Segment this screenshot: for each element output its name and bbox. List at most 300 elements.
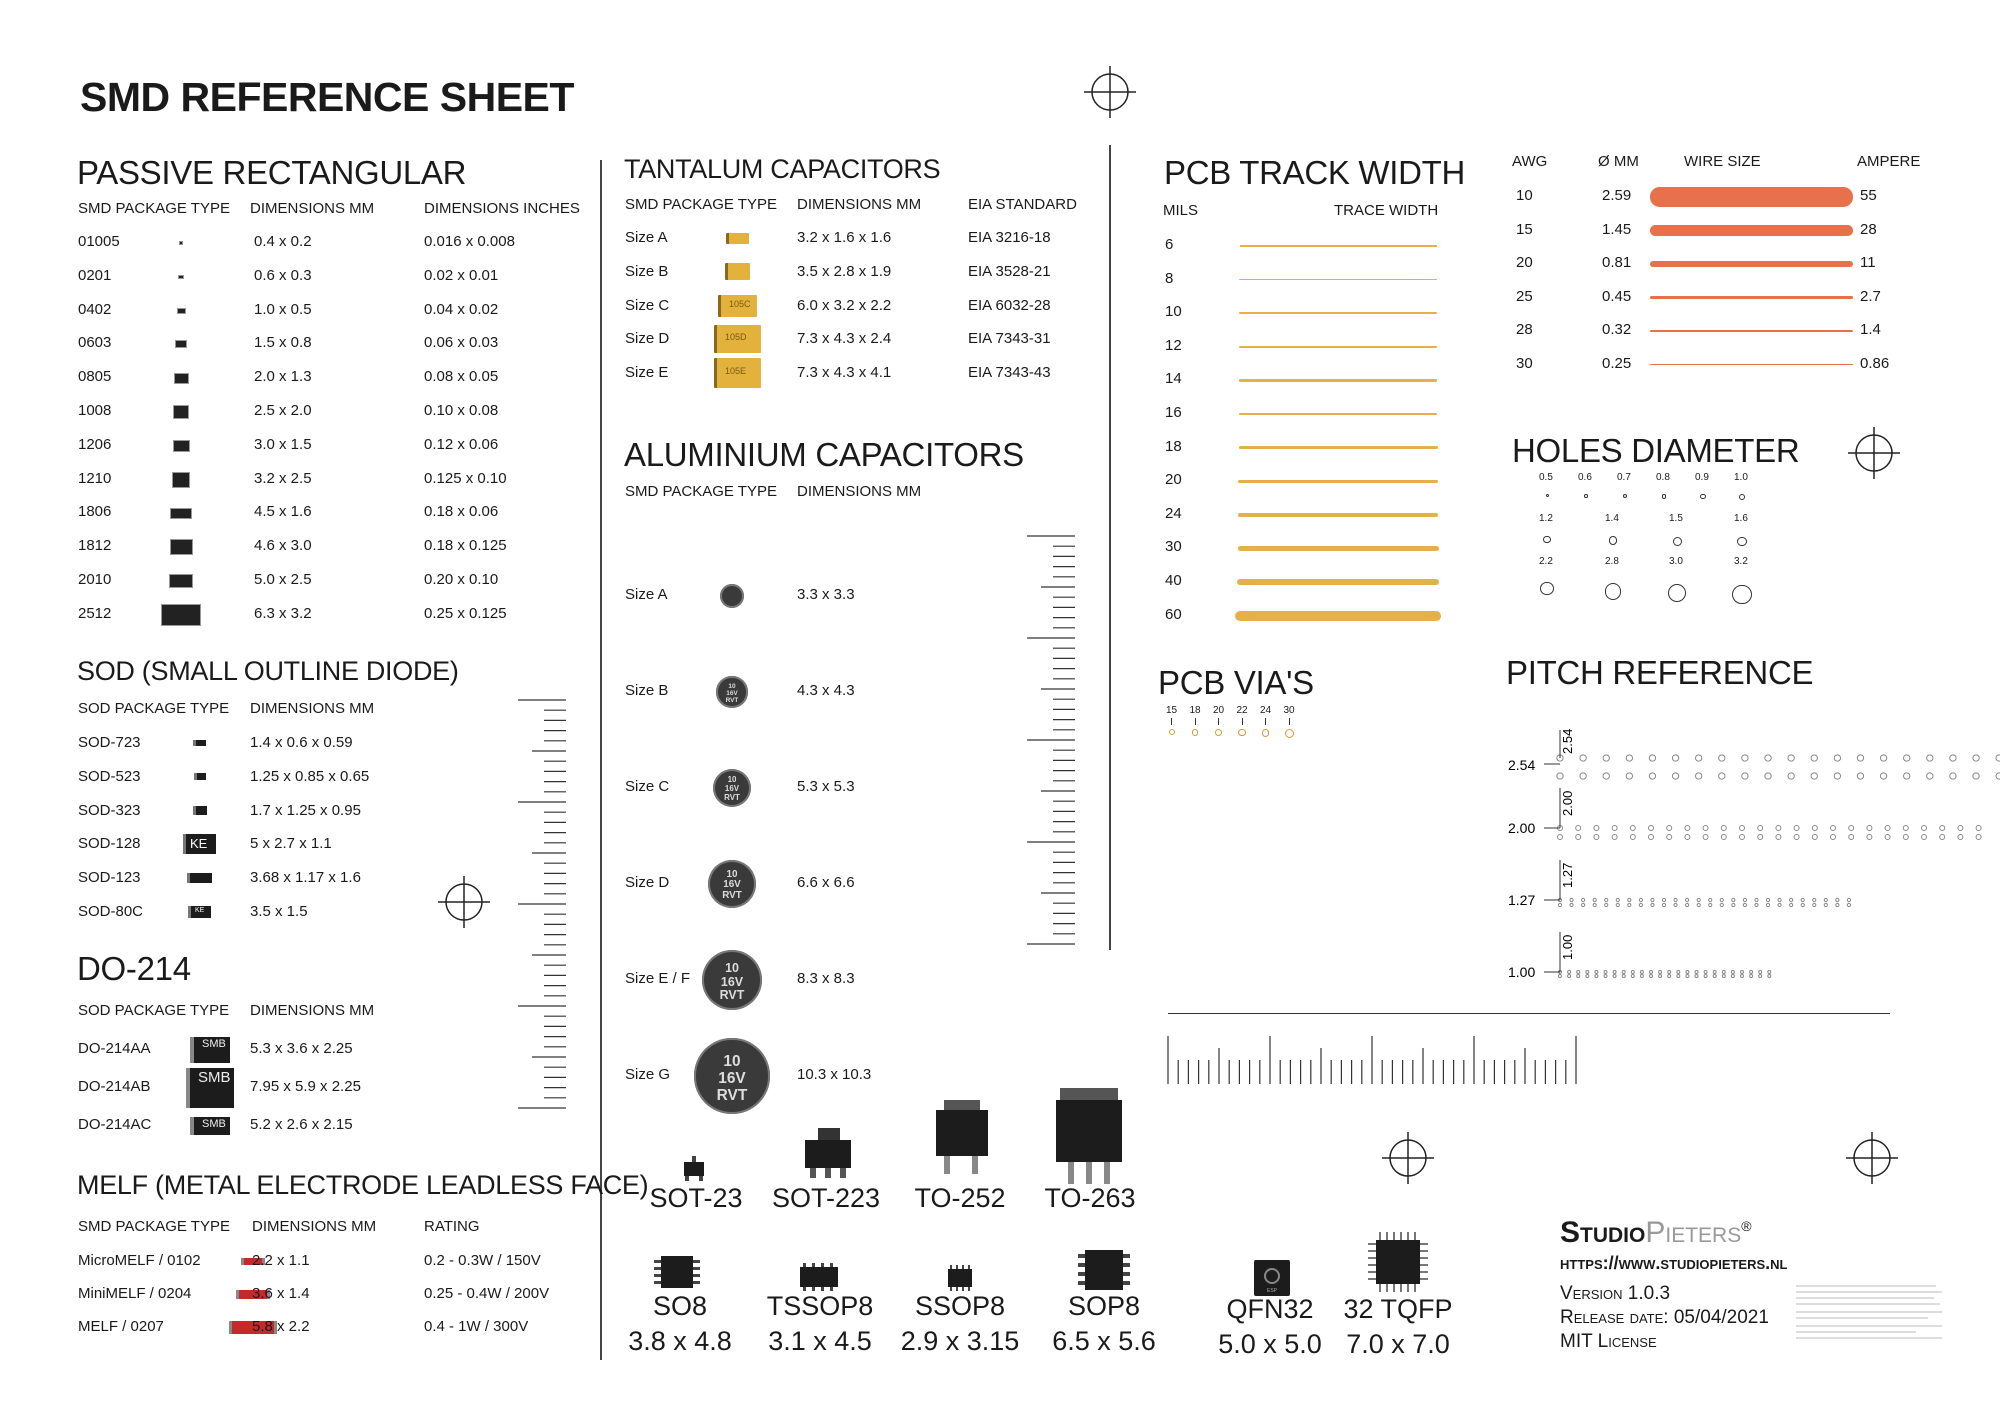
resistor-icon (170, 539, 193, 555)
pitch-pad (1813, 903, 1816, 906)
melf-mm: 2.2 x 1.1 (252, 1252, 310, 1269)
track-line (1239, 379, 1437, 381)
awg-ampere: 0.86 (1860, 354, 1890, 372)
tantalum-size: Size D (625, 330, 670, 348)
track-line (1235, 611, 1441, 621)
track-line (1238, 513, 1438, 517)
passive-mm: 5.0 x 2.5 (254, 571, 312, 588)
pitch-pad (1696, 773, 1702, 779)
pitch-pad (1686, 898, 1689, 901)
tantalum-capacitor-icon (726, 233, 749, 244)
pitch-pad (1867, 826, 1872, 831)
via-tick (1265, 718, 1266, 725)
pitch-pad (1922, 835, 1927, 840)
pitch-pad (1776, 826, 1781, 831)
pitch-pad (1639, 898, 1642, 901)
tantalum-title: TANTALUM CAPACITORS (624, 154, 941, 184)
hole-circle (1732, 585, 1751, 604)
hole-circle (1546, 494, 1549, 497)
awg-diameter: 0.32 (1602, 321, 1632, 338)
package-label: TSSOP8 (766, 1291, 874, 1321)
pitch-pad (1582, 898, 1585, 901)
passive-mm: 0.4 x 0.2 (254, 233, 312, 250)
awg-diameter: 1.45 (1602, 220, 1632, 238)
pitch-pad (1570, 898, 1573, 901)
via-label: 30 (1283, 705, 1295, 716)
track-mils: 8 (1165, 269, 1174, 287)
diode-marking: SMB (202, 1118, 226, 1130)
awg-ampere: 2.7 (1860, 287, 1881, 305)
pitch-pad (1788, 773, 1794, 779)
pitch-pad (1741, 975, 1744, 978)
pitch-pad (1709, 898, 1712, 901)
hole-circle (1700, 494, 1705, 499)
sod-code: SOD-80C (78, 903, 144, 920)
pitch-pad (1695, 975, 1698, 978)
pitch-pad (1667, 826, 1672, 831)
pitch-pad (1847, 898, 1850, 901)
pitch-pad (1659, 971, 1662, 974)
via-label: 18 (1189, 705, 1201, 716)
aluminium-mm: 5.3 x 5.3 (797, 778, 855, 795)
pitch-pad (1577, 971, 1580, 974)
resistor-icon (178, 275, 184, 279)
aluminium-title: ALUMINIUM CAPACITORS (624, 436, 1024, 473)
diode-icon (187, 873, 212, 883)
tantalum-capacitor-icon (714, 325, 761, 353)
wire-bar (1650, 330, 1853, 332)
awg-ampere: 11 (1860, 254, 1876, 271)
hole-label: 1.6 (1734, 513, 1748, 524)
aluminium-size: Size C (625, 778, 670, 795)
pitch-pad (1704, 975, 1707, 978)
pitch-pad (1576, 826, 1581, 831)
pitch-pad (1586, 975, 1589, 978)
awg-diameter: 0.45 (1602, 287, 1632, 305)
marking-line: 16V (726, 689, 738, 697)
track-mils: 40 (1165, 572, 1182, 589)
sod-code: SOD-723 (78, 734, 141, 751)
melf-header-mm: DIMENSIONS MM (252, 1218, 377, 1235)
pitch-pad (1758, 826, 1763, 831)
resistor-icon (179, 241, 183, 245)
package-label: SSOP8 (914, 1291, 1006, 1321)
do214-mm: 7.95 x 5.9 x 2.25 (250, 1078, 361, 1095)
marking-line: RVT (722, 890, 742, 902)
pitch-pad (1750, 975, 1753, 978)
hole-circle (1662, 494, 1667, 499)
tantalum-eia: EIA 7343-43 (968, 364, 1051, 382)
hole-label: 0.8 (1656, 472, 1670, 483)
capacitor-marking: 105E (725, 366, 747, 377)
package-label: TO-252 (914, 1183, 1006, 1213)
pitch-pad (1976, 826, 1981, 831)
track-line (1240, 245, 1437, 246)
do214-mm: 5.2 x 2.6 x 2.15 (250, 1116, 353, 1133)
aluminium-size: Size B (625, 682, 669, 699)
pitch-pad (1595, 975, 1598, 978)
pitch-pad (1824, 898, 1827, 901)
track-mils: 14 (1165, 370, 1182, 388)
aluminium-header-mm: DIMENSIONS MM (797, 483, 922, 500)
pitch-title: PITCH REFERENCE (1506, 654, 1814, 691)
pitch-pad (1722, 971, 1725, 974)
pitch-pad (1582, 903, 1585, 906)
track-mils: 60 (1165, 605, 1182, 623)
pitch-pad (1616, 898, 1619, 901)
page-title: SMD REFERENCE SHEET (80, 74, 574, 120)
diode-icon (186, 1068, 234, 1108)
tantalum-mm: 6.0 x 3.2 x 2.2 (797, 296, 892, 314)
package-dims: 3.1 x 4.5 (768, 1326, 872, 1356)
sod-code: SOD-128 (78, 835, 141, 853)
passive-inches: 0.06 x 0.03 (424, 334, 499, 352)
pitch-pad (1649, 835, 1654, 840)
diode-icon (190, 1117, 230, 1135)
pitch-pad (1759, 971, 1762, 974)
passive-header-mm: DIMENSIONS MM (250, 200, 375, 217)
pitch-pad (1677, 971, 1680, 974)
to252-package-icon (932, 1098, 992, 1178)
tantalum-eia: EIA 3528-21 (968, 262, 1051, 280)
pitch-pad (1622, 971, 1625, 974)
package-label: QFN32 (1226, 1294, 1314, 1324)
pitch-pad (1580, 773, 1586, 779)
tantalum-eia: EIA 3216-18 (968, 229, 1051, 246)
aluminium-mm: 8.3 x 8.3 (797, 970, 855, 987)
pitch-pad (1732, 903, 1735, 906)
pitch-pad (1703, 826, 1708, 831)
pitch-label: 1.27 (1508, 892, 1536, 908)
passive-inches: 0.08 x 0.05 (424, 368, 499, 386)
aluminium-mm: 10.3 x 10.3 (797, 1066, 872, 1083)
melf-title: MELF (METAL ELECTRODE LEADLESS FACE) (77, 1170, 649, 1200)
track-line (1238, 546, 1439, 551)
hole-circle (1605, 583, 1622, 600)
pitch-dimension-label: 2.00 (1560, 790, 1575, 816)
hole-label: 0.5 (1539, 472, 1553, 483)
passive-mm: 1.0 x 0.5 (254, 300, 312, 318)
pitch-diagram (1500, 690, 1920, 1000)
melf-code: MicroMELF / 0102 (78, 1252, 201, 1269)
pitch-pad (1904, 755, 1910, 761)
pitch-label: 2.00 (1508, 820, 1536, 836)
track-mils: 6 (1165, 236, 1174, 253)
awg-ampere: 55 (1860, 187, 1877, 204)
pitch-pad (1709, 903, 1712, 906)
hole-circle (1739, 494, 1745, 500)
passive-inches: 0.18 x 0.125 (424, 537, 507, 555)
track-mils: 20 (1165, 471, 1182, 489)
passive-mm: 3.2 x 2.5 (254, 469, 312, 487)
pitch-pad (1667, 835, 1672, 840)
diode-icon (190, 1037, 230, 1063)
resistor-icon (175, 340, 187, 348)
melf-mm: 3.6 x 1.4 (252, 1285, 310, 1302)
version-text: Version 1.0.3 (1560, 1283, 1671, 1304)
crosshair-icon (1378, 1128, 1438, 1188)
brand-url[interactable]: https://www.studiopieters.nl (1560, 1253, 1788, 1273)
diode-icon (188, 906, 211, 918)
passive-code: 2010 (78, 571, 112, 588)
package-dims: 5.0 x 5.0 (1218, 1329, 1322, 1359)
pitch-label: 1.00 (1508, 964, 1536, 980)
tssop8-package-icon (794, 1262, 844, 1292)
pitch-pad (1695, 971, 1698, 974)
hole-label: 1.4 (1605, 513, 1619, 524)
pitch-pad (1824, 903, 1827, 906)
melf-code: MiniMELF / 0204 (78, 1285, 192, 1302)
wire-bar (1650, 364, 1853, 366)
pitch-pad (1721, 826, 1726, 831)
pitch-pad (1880, 773, 1886, 779)
vias-title: PCB VIA'S (1158, 664, 1314, 701)
tantalum-header-mm: DIMENSIONS MM (797, 196, 922, 213)
pitch-pad (1686, 903, 1689, 906)
pitch-pad (1649, 826, 1654, 831)
sod-mm: 5 x 2.7 x 1.1 (250, 835, 332, 853)
pitch-pad (1570, 903, 1573, 906)
hole-circle (1540, 582, 1553, 595)
via-label: 20 (1213, 705, 1225, 716)
pitch-pad (1672, 755, 1678, 761)
pitch-pad (1613, 975, 1616, 978)
passive-title: PASSIVE RECTANGULAR (77, 154, 467, 191)
aluminium-size: Size A (625, 586, 668, 603)
pitch-pad (1940, 826, 1945, 831)
passive-inches: 0.10 x 0.08 (424, 402, 499, 419)
pitch-pad (1577, 975, 1580, 978)
diode-marking: KE (195, 907, 205, 914)
pitch-pad (1640, 975, 1643, 978)
melf-header-type: SMD PACKAGE TYPE (78, 1218, 230, 1235)
marking-line: 16V (724, 784, 740, 794)
aluminium-size: Size D (625, 874, 670, 891)
pitch-pad (1603, 755, 1609, 761)
sod-mm: 3.68 x 1.17 x 1.6 (250, 869, 361, 887)
pitch-pad (1996, 773, 2000, 779)
passive-inches: 0.04 x 0.02 (424, 300, 499, 318)
column-divider-2 (1109, 145, 1111, 950)
awg-number: 10 (1516, 187, 1533, 204)
pitch-pad (1650, 975, 1653, 978)
passive-header-type: SMD PACKAGE TYPE (78, 200, 230, 217)
release-date: Release date: 05/04/2021 (1560, 1307, 1769, 1328)
pitch-pad (1594, 826, 1599, 831)
tantalum-mm: 7.3 x 4.3 x 2.4 (797, 330, 892, 348)
track-mils: 10 (1165, 303, 1182, 321)
passive-code: 1812 (78, 537, 112, 555)
sod-header-mm: DIMENSIONS MM (250, 700, 375, 717)
awg-header-wire: WIRE SIZE (1684, 153, 1761, 170)
pitch-pad (1594, 835, 1599, 840)
awg-number: 28 (1516, 321, 1533, 338)
tantalum-mm: 7.3 x 4.3 x 4.1 (797, 364, 892, 382)
pitch-pad (1677, 975, 1680, 978)
pitch-pad (1662, 903, 1665, 906)
pitch-pad (1996, 755, 2000, 761)
pitch-pad (1580, 755, 1586, 761)
pitch-pad (1768, 975, 1771, 978)
awg-diameter: 2.59 (1602, 187, 1632, 204)
brand-name-a: Studio (1560, 1216, 1646, 1249)
crosshair-icon (434, 872, 494, 932)
pitch-pad (1834, 755, 1840, 761)
marking-line: 10 (727, 775, 737, 785)
pitch-pad (1766, 898, 1769, 901)
pitch-pad (1922, 826, 1927, 831)
pitch-pad (1836, 903, 1839, 906)
do214-header-type: SOD PACKAGE TYPE (78, 1002, 230, 1019)
pitch-pad (1794, 835, 1799, 840)
pitch-pad (1613, 971, 1616, 974)
track-line (1237, 579, 1440, 586)
passive-code: 01005 (78, 233, 120, 250)
passive-inches: 0.25 x 0.125 (424, 604, 507, 622)
pitch-pad (1651, 898, 1654, 901)
pitch-pad (1631, 975, 1634, 978)
resistor-icon (172, 472, 190, 488)
pitch-pad (1640, 971, 1643, 974)
pitch-pad (1742, 755, 1748, 761)
pitch-pad (1603, 773, 1609, 779)
diode-marking: KE (190, 836, 208, 852)
package-dims: 7.0 x 7.0 (1346, 1329, 1450, 1359)
aluminium-capacitor-icon (720, 584, 744, 608)
pitch-pad (1831, 826, 1836, 831)
pitch-pad (1758, 835, 1763, 840)
awg-header-awg: AWG (1512, 153, 1548, 170)
resistor-icon (173, 405, 189, 419)
hole-circle (1584, 494, 1588, 498)
track-line (1239, 413, 1438, 416)
passive-inches: 0.125 x 0.10 (424, 469, 507, 487)
track-mils: 16 (1165, 404, 1182, 421)
package-dims: 2.9 x 3.15 (900, 1326, 1020, 1356)
passive-mm: 6.3 x 3.2 (254, 604, 312, 622)
svg-text:ESP: ESP (1266, 1288, 1278, 1294)
pitch-pad (1849, 826, 1854, 831)
pitch-pad (1662, 898, 1665, 901)
awg-ampere: 28 (1860, 220, 1877, 238)
awg-header-mm: Ø MM (1598, 153, 1639, 170)
aluminium-size: Size E / F (625, 970, 691, 987)
pitch-pad (1719, 773, 1725, 779)
marking-line: 10 (728, 682, 736, 690)
pitch-pad (1778, 898, 1781, 901)
track-line (1239, 312, 1437, 314)
pitch-pad (1778, 903, 1781, 906)
sop8-package-icon (1076, 1246, 1132, 1296)
pitch-pad (1755, 898, 1758, 901)
pitch-pad (1612, 826, 1617, 831)
tantalum-header-type: SMD PACKAGE TYPE (625, 196, 777, 213)
hole-circle (1623, 494, 1627, 498)
pitch-pad (1811, 773, 1817, 779)
pitch-pad (1720, 898, 1723, 901)
awg-number: 15 (1516, 220, 1533, 238)
passive-mm: 3.0 x 1.5 (254, 435, 312, 453)
pitch-pad (1685, 835, 1690, 840)
via-circle (1262, 729, 1270, 737)
marking-line: RVT (725, 696, 739, 704)
do214-code: DO-214AA (78, 1040, 151, 1057)
capacitor-marking (702, 962, 763, 1003)
pitch-pad (1847, 903, 1850, 906)
diode-icon (193, 740, 206, 746)
awg-header-amp: AMPERE (1857, 153, 1921, 170)
passive-code: 2512 (78, 604, 112, 622)
package-label: 32 TQFP (1343, 1294, 1453, 1324)
passive-inches: 0.20 x 0.10 (424, 571, 499, 588)
awg-number: 20 (1516, 254, 1533, 271)
pitch-pad (1630, 826, 1635, 831)
resistor-icon (169, 574, 193, 588)
pitch-pad (1849, 835, 1854, 840)
passive-mm: 0.6 x 0.3 (254, 266, 312, 284)
pitch-pad (1940, 835, 1945, 840)
track-line (1239, 279, 1436, 280)
pitch-pad (1604, 975, 1607, 978)
sod-code: SOD-523 (78, 767, 141, 785)
pitch-pad (1568, 975, 1571, 978)
resistor-icon (173, 440, 190, 452)
brand-logo (1560, 1216, 1752, 1250)
passive-code: 1008 (78, 402, 112, 419)
diode-marking: SMB (198, 1069, 231, 1086)
track-line (1238, 480, 1437, 483)
capacitor-marking (708, 870, 756, 903)
aluminium-capacitor-icon (694, 1038, 769, 1113)
wire-bar (1650, 296, 1853, 299)
pitch-dimension-label: 2.54 (1560, 728, 1575, 754)
pitch-pad (1650, 971, 1653, 974)
via-tick (1242, 718, 1243, 725)
marking-line: RVT (716, 1087, 748, 1105)
sod-header-type: SOD PACKAGE TYPE (78, 700, 230, 717)
diode-icon (183, 834, 216, 854)
passive-inches: 0.016 x 0.008 (424, 233, 515, 250)
pitch-pad (1731, 971, 1734, 974)
aluminium-header-type: SMD PACKAGE TYPE (625, 483, 777, 500)
tantalum-header-eia: EIA STANDARD (968, 196, 1077, 213)
awg-diameter: 0.81 (1602, 254, 1632, 271)
pitch-pad (1593, 903, 1596, 906)
passive-code: 0201 (78, 266, 112, 284)
melf-code: MELF / 0207 (78, 1318, 164, 1335)
marking-line: 16V (718, 1070, 746, 1088)
hole-circle (1668, 584, 1686, 602)
passive-mm: 4.5 x 1.6 (254, 503, 312, 521)
pitch-pad (1790, 903, 1793, 906)
pitch-pad (1903, 826, 1908, 831)
pitch-pad (1703, 835, 1708, 840)
pitch-pad (1626, 773, 1632, 779)
capacitor-marking: 105C (729, 298, 751, 309)
bottom-divider (1168, 1013, 1890, 1014)
pitch-pad (1973, 773, 1979, 779)
hole-circle (1609, 536, 1617, 544)
pitch-pad (1651, 903, 1654, 906)
pitch-pad (1958, 826, 1963, 831)
crosshair-icon (1842, 1128, 1902, 1188)
tantalum-capacitor-icon (714, 358, 761, 388)
pitch-pad (1766, 903, 1769, 906)
wire-bar (1650, 225, 1853, 236)
pitch-pad (1697, 898, 1700, 901)
awg-ampere: 1.4 (1860, 321, 1881, 338)
passive-code: 0805 (78, 368, 112, 386)
